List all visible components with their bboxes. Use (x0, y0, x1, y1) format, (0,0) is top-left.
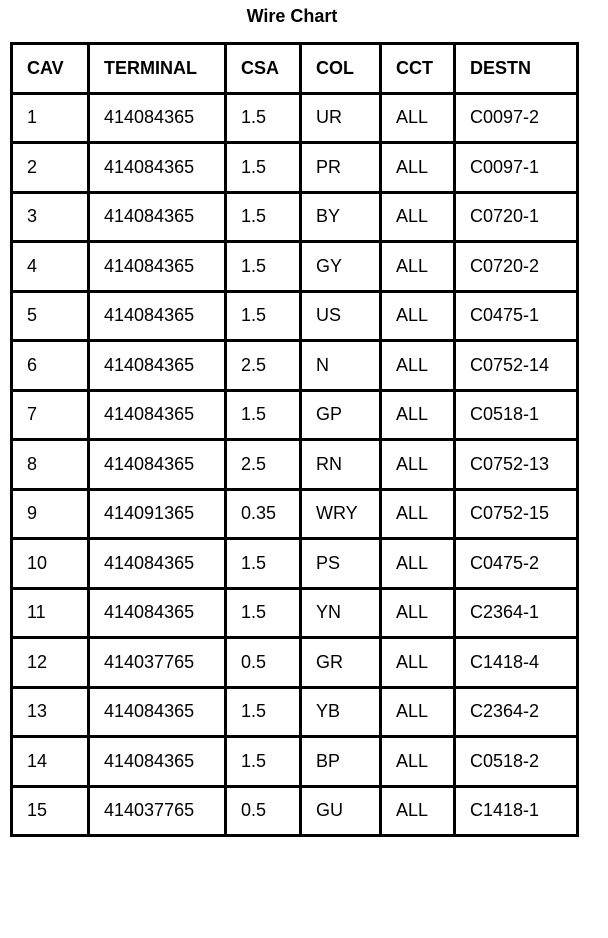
table-row (12, 440, 578, 490)
cell-col: PR (301, 143, 381, 193)
cell-terminal: 414084365 (89, 588, 226, 638)
chart-title: Wire Chart (246, 6, 338, 26)
cell-cav: 1 (12, 93, 89, 143)
cell-csa: 1.5 (226, 687, 301, 737)
table-row (12, 687, 578, 737)
cell-csa: 2.5 (226, 440, 301, 490)
cell-cav: 9 (12, 489, 89, 539)
column-header-cct: CCT (381, 44, 455, 94)
cell-col: BY (301, 192, 381, 242)
cell-destn: C0475-2 (455, 539, 578, 589)
cell-cct: ALL (381, 390, 455, 440)
cell-destn: C0752-13 (455, 440, 578, 490)
cell-cct: ALL (381, 93, 455, 143)
cell-terminal: 414084365 (89, 687, 226, 737)
cell-col: YB (301, 687, 381, 737)
cell-cct: ALL (381, 291, 455, 341)
table-row (12, 242, 578, 292)
table-row (12, 489, 578, 539)
cell-csa: 1.5 (226, 737, 301, 787)
cell-col: WRY (301, 489, 381, 539)
table-row (12, 588, 578, 638)
column-header-cav: CAV (12, 44, 89, 94)
cell-col: GU (301, 786, 381, 836)
cell-terminal: 414084365 (89, 440, 226, 490)
cell-cav: 4 (12, 242, 89, 292)
cell-col: RN (301, 440, 381, 490)
table-row (12, 291, 578, 341)
cell-cav: 13 (12, 687, 89, 737)
table-row (12, 93, 578, 143)
cell-cav: 2 (12, 143, 89, 193)
cell-cav: 14 (12, 737, 89, 787)
table-row (12, 786, 578, 836)
cell-csa: 1.5 (226, 588, 301, 638)
table-row (12, 638, 578, 688)
cell-col: YN (301, 588, 381, 638)
cell-col: N (301, 341, 381, 391)
cell-cct: ALL (381, 440, 455, 490)
cell-destn: C0097-1 (455, 143, 578, 193)
cell-destn: C0097-2 (455, 93, 578, 143)
column-header-destn: DESTN (455, 44, 578, 94)
cell-cct: ALL (381, 143, 455, 193)
cell-cct: ALL (381, 539, 455, 589)
cell-destn: C0475-1 (455, 291, 578, 341)
cell-cct: ALL (381, 737, 455, 787)
cell-col: UR (301, 93, 381, 143)
table-row (12, 737, 578, 787)
cell-cav: 5 (12, 291, 89, 341)
column-header-col: COL (301, 44, 381, 94)
cell-col: US (301, 291, 381, 341)
cell-cav: 3 (12, 192, 89, 242)
cell-terminal: 414084365 (89, 291, 226, 341)
table-header (12, 44, 578, 94)
cell-terminal: 414084365 (89, 390, 226, 440)
cell-col: PS (301, 539, 381, 589)
cell-terminal: 414084365 (89, 242, 226, 292)
cell-csa: 1.5 (226, 291, 301, 341)
cell-cav: 8 (12, 440, 89, 490)
cell-terminal: 414037765 (89, 786, 226, 836)
cell-cav: 11 (12, 588, 89, 638)
cell-col: GP (301, 390, 381, 440)
cell-terminal: 414091365 (89, 489, 226, 539)
table-row (12, 341, 578, 391)
cell-destn: C0518-2 (455, 737, 578, 787)
table-body (12, 93, 578, 836)
cell-col: GR (301, 638, 381, 688)
cell-terminal: 414084365 (89, 143, 226, 193)
cell-csa: 0.5 (226, 638, 301, 688)
cell-csa: 1.5 (226, 143, 301, 193)
cell-destn: C2364-1 (455, 588, 578, 638)
cell-csa: 1.5 (226, 192, 301, 242)
cell-cct: ALL (381, 638, 455, 688)
cell-cct: ALL (381, 341, 455, 391)
cell-cav: 10 (12, 539, 89, 589)
cell-destn: C0720-1 (455, 192, 578, 242)
cell-cav: 7 (12, 390, 89, 440)
cell-cav: 12 (12, 638, 89, 688)
cell-cct: ALL (381, 687, 455, 737)
cell-csa: 0.35 (226, 489, 301, 539)
cell-cct: ALL (381, 489, 455, 539)
cell-csa: 1.5 (226, 242, 301, 292)
cell-csa: 1.5 (226, 539, 301, 589)
cell-destn: C0752-15 (455, 489, 578, 539)
cell-cav: 6 (12, 341, 89, 391)
cell-destn: C0518-1 (455, 390, 578, 440)
cell-destn: C1418-1 (455, 786, 578, 836)
cell-cct: ALL (381, 786, 455, 836)
cell-col: GY (301, 242, 381, 292)
cell-terminal: 414084365 (89, 341, 226, 391)
cell-col: BP (301, 737, 381, 787)
table-row (12, 390, 578, 440)
table-row (12, 192, 578, 242)
cell-destn: C0720-2 (455, 242, 578, 292)
header-row (12, 44, 578, 94)
cell-csa: 2.5 (226, 341, 301, 391)
table-row (12, 143, 578, 193)
cell-cct: ALL (381, 192, 455, 242)
wire-chart-table (10, 42, 579, 837)
cell-csa: 1.5 (226, 390, 301, 440)
cell-terminal: 414084365 (89, 93, 226, 143)
cell-destn: C1418-4 (455, 638, 578, 688)
cell-cav: 15 (12, 786, 89, 836)
cell-terminal: 414084365 (89, 192, 226, 242)
cell-terminal: 414084365 (89, 539, 226, 589)
cell-terminal: 414037765 (89, 638, 226, 688)
cell-cct: ALL (381, 588, 455, 638)
cell-destn: C2364-2 (455, 687, 578, 737)
column-header-terminal: TERMINAL (89, 44, 226, 94)
cell-cct: ALL (381, 242, 455, 292)
column-header-csa: CSA (226, 44, 301, 94)
cell-destn: C0752-14 (455, 341, 578, 391)
table-row (12, 539, 578, 589)
cell-terminal: 414084365 (89, 737, 226, 787)
cell-csa: 1.5 (226, 93, 301, 143)
cell-csa: 0.5 (226, 786, 301, 836)
